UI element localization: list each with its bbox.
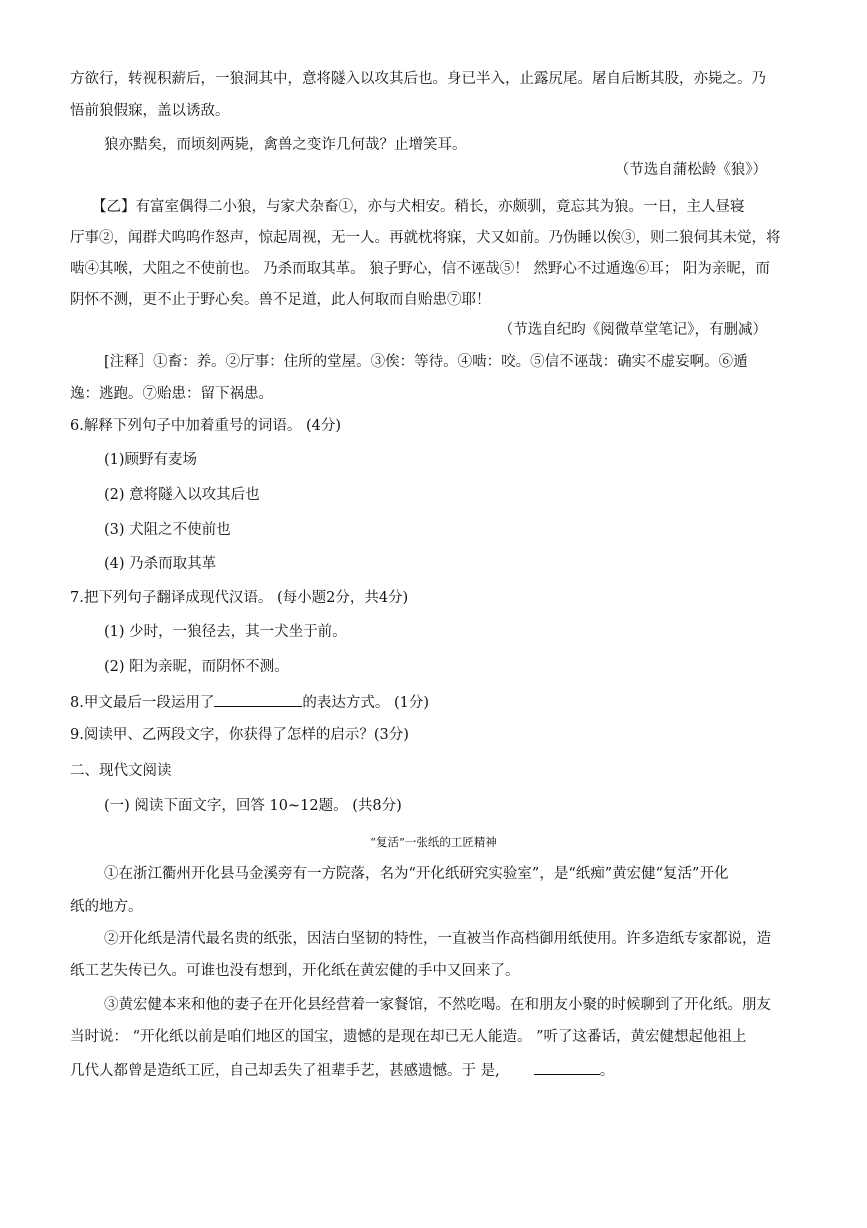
- paragraph-line: ①在浙江衢州开化县马金溪旁有一方院落，名为“开化纸研究实验室”，是“纸痴”黄宏健“复活”开化: [104, 866, 729, 882]
- text-line: 【乙】有富室偶得二小狼，与家犬杂畜①，亦与犬相安。稍长，亦颇驯，竟忘其为狼。一日，主人昼寝: [92, 199, 745, 215]
- question-7-item: (2) 阳为亲昵，而阴怀不测。: [104, 659, 289, 675]
- notes-line: [注释］①畜：养。②厅事：住所的堂屋。③俟：等待。④啮：咬。⑤信不诬哉：确实不虚妄啊。⑥遁: [104, 354, 748, 370]
- text-line: 狼亦黠矣，而顷刻两毙，禽兽之变诈几何哉？止增笑耳。: [104, 137, 467, 153]
- question-6-item: (4) 乃杀而取其革: [104, 556, 217, 572]
- question-9: 9.阅读甲、乙两段文字，你获得了怎样的启示？(3分): [70, 727, 409, 743]
- subsection-heading: (一) 阅读下面文字，回答 10~12题。 (共8分): [104, 798, 402, 814]
- question-8-prefix: 8.甲文最后一段运用了: [70, 695, 215, 711]
- source-citation: （节选自纪昀《阅微草堂笔记》，有删减）: [498, 322, 767, 338]
- paragraph-line: ②开化纸是清代最名贵的纸张，因洁白坚韧的特性，一直被当作高档御用纸使用。许多造纸专家都说，造: [104, 931, 771, 947]
- answer-blank: [214, 694, 302, 707]
- paragraph-line: 纸工艺失传已久。可谁也没有想到，开化纸在黄宏健的手中又回来了。: [70, 963, 520, 979]
- notes-line: 逸：逃跑。⑦贻患：留下祸患。: [70, 386, 273, 402]
- question-6-item: (2) 意将隧入以攻其后也: [104, 487, 260, 503]
- paragraph-line: ③黄宏健本来和他的妻子在开化县经营着一家餐馆，不然吃喝。在和朋友小聚的时候聊到了开化纸。朋友: [104, 997, 771, 1013]
- paragraph-line: 当时说： “开化纸以前是咱们地区的国宝，遗憾的是现在却已无人能造。 ”听了这番话，黄宏健想起他祖上: [70, 1029, 747, 1045]
- question-7: 7.把下列句子翻译成现代汉语。 (每小题2分，共4分): [70, 590, 409, 606]
- answer-blank: [534, 1062, 600, 1075]
- question-8-suffix: 的表达方式。 (1分): [302, 695, 429, 711]
- question-6: 6.解释下列句子中加着重号的词语。 (4分): [70, 418, 341, 434]
- question-6-item: (3) 犬阻之不使前也: [104, 522, 231, 538]
- article-title: “复活”一张纸的工匠精神: [370, 835, 497, 849]
- question-7-item: (1) 少时，一狼径去，其一犬坐于前。: [104, 624, 347, 640]
- question-8: [70, 694, 429, 711]
- text-line: 啮④其喉，犬阻之不使前也。 乃杀而取其革。 狼子野心，信不诬哉⑤！ 然野心不过遁逸⑥耳； 阳为亲昵，而: [70, 261, 770, 277]
- text-line: 阴怀不测，更不止于野心矣。兽不足道，此人何取而自贻患⑦耶！: [70, 292, 491, 308]
- text-line: 厅事②，闻群犬呜呜作怒声，惊起周视，无一人。再就枕将寐，犬又如前。乃伪睡以俟③，则二狼伺其未觉，将: [70, 230, 781, 246]
- section-heading: 二、现代文阅读: [70, 763, 172, 779]
- paragraph-line: 纸的地方。: [70, 899, 143, 915]
- text-line: 悟前狼假寐，盖以诱敌。: [70, 103, 230, 119]
- paragraph-line: 几代人都曾是造纸工匠，自己却丢失了祖辈手艺，甚感遗憾。于 是, 。: [70, 1063, 615, 1079]
- text-line: 方欲行，转视积薪后，一狼洞其中，意将隧入以攻其后也。身已半入，止露尻尾。屠自后断其股，亦毙之。乃: [70, 71, 766, 87]
- source-citation: （节选自蒲松龄《狼》）: [614, 162, 767, 178]
- paragraph-text: 几代人都曾是造纸工匠，自己却丢失了祖辈手艺，甚感遗憾。于 是,: [70, 1063, 500, 1079]
- question-6-item: (1)顾野有麦场: [104, 452, 198, 468]
